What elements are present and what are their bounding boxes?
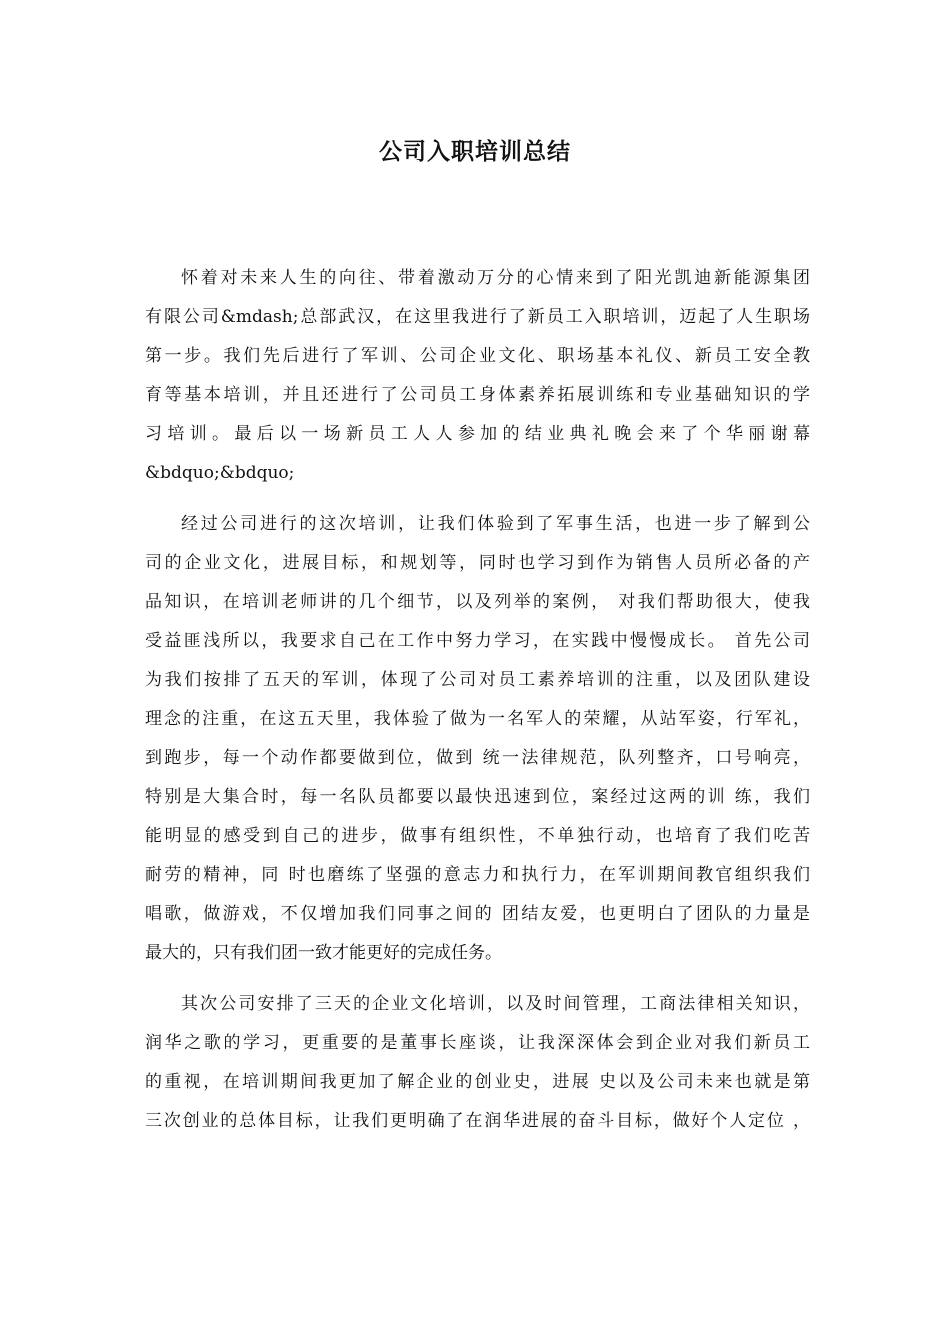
text-line: 其次公司安排了三天的企业文化培训，以及时间管理，工商法律相关知识， — [181, 994, 810, 1014]
document-body — [145, 259, 810, 1153]
text-line: 有限公司&mdash;总部武汉，在这里我进行了新员工入职培训，迈起了人生职场 — [145, 307, 810, 327]
text-line: 能明显的感受到自己的进步，做事有组织性，不单独行动，也培育了我们吃苦 — [145, 826, 810, 846]
text-line: 的重视，在培训期间我更加了解企业的创业史，进展 史以及公司未来也就是第 — [145, 1072, 810, 1092]
text-line: 习培训。最后以一场新员工人人参加的结业典礼晚会来了个华丽谢幕 — [145, 424, 810, 444]
text-line: 经过公司进行的这次培训，让我们体验到了军事生活，也进一步了解到公 — [181, 514, 810, 534]
text-line: 受益匪浅所以，我要求自己在工作中努力学习，在实践中慢慢成长。 首先公司 — [145, 631, 810, 651]
text-line: 耐劳的精神，同 时也磨练了坚强的意志力和执行力，在军训期间教官组织我们 — [145, 865, 810, 885]
text-line: 特别是大集合时，每一名队员都要以最快迅速到位，案经过这两的训 练，我们 — [145, 787, 810, 807]
text-line: &bdquo;&bdquo; — [145, 463, 295, 483]
text-line: 第一步。我们先后进行了军训、公司企业文化、职场基本礼仪、新员工安全教 — [145, 346, 810, 366]
text-line: 唱歌，做游戏，不仅增加我们同事之间的 团结友爱，也更明白了团队的力量是 — [145, 904, 810, 924]
paragraph-2 — [145, 505, 810, 973]
text-line: 育等基本培训，并且还进行了公司员工身体素养拓展训练和专业基础知识的学 — [145, 385, 810, 405]
text-line: 为我们按排了五天的军训，体现了公司对员工素养培训的注重，以及团队建设 — [145, 670, 810, 690]
text-line: 三次创业的总体目标，让我们更明确了在润华进展的奋斗目标，做好个人定位 ， — [145, 1111, 810, 1131]
text-line: 司的企业文化，进展目标，和规划等，同时也学习到作为销售人员所必备的产 — [145, 553, 810, 573]
paragraph-3 — [145, 985, 810, 1141]
text-line: 到跑步，每一个动作都要做到位，做到 统一法律规范，队列整齐，口号响亮， — [145, 748, 810, 768]
paragraph-1 — [145, 259, 810, 493]
text-line: 怀着对未来人生的向往、带着激动万分的心情来到了阳光凯迪新能源集团 — [181, 268, 810, 288]
document-title: 公司入职培训总结 — [379, 139, 571, 165]
text-line: 最大的，只有我们团一致才能更好的完成任务。 — [145, 943, 502, 963]
text-line: 润华之歌的学习，更重要的是董事长座谈，让我深深体会到企业对我们新员工 — [145, 1033, 810, 1053]
text-line: 品知识，在培训老师讲的几个细节，以及列举的案例， 对我们帮助很大，使我 — [145, 592, 810, 612]
text-line: 理念的注重，在这五天里，我体验了做为一名军人的荣耀，从站军姿，行军礼， — [145, 709, 810, 729]
